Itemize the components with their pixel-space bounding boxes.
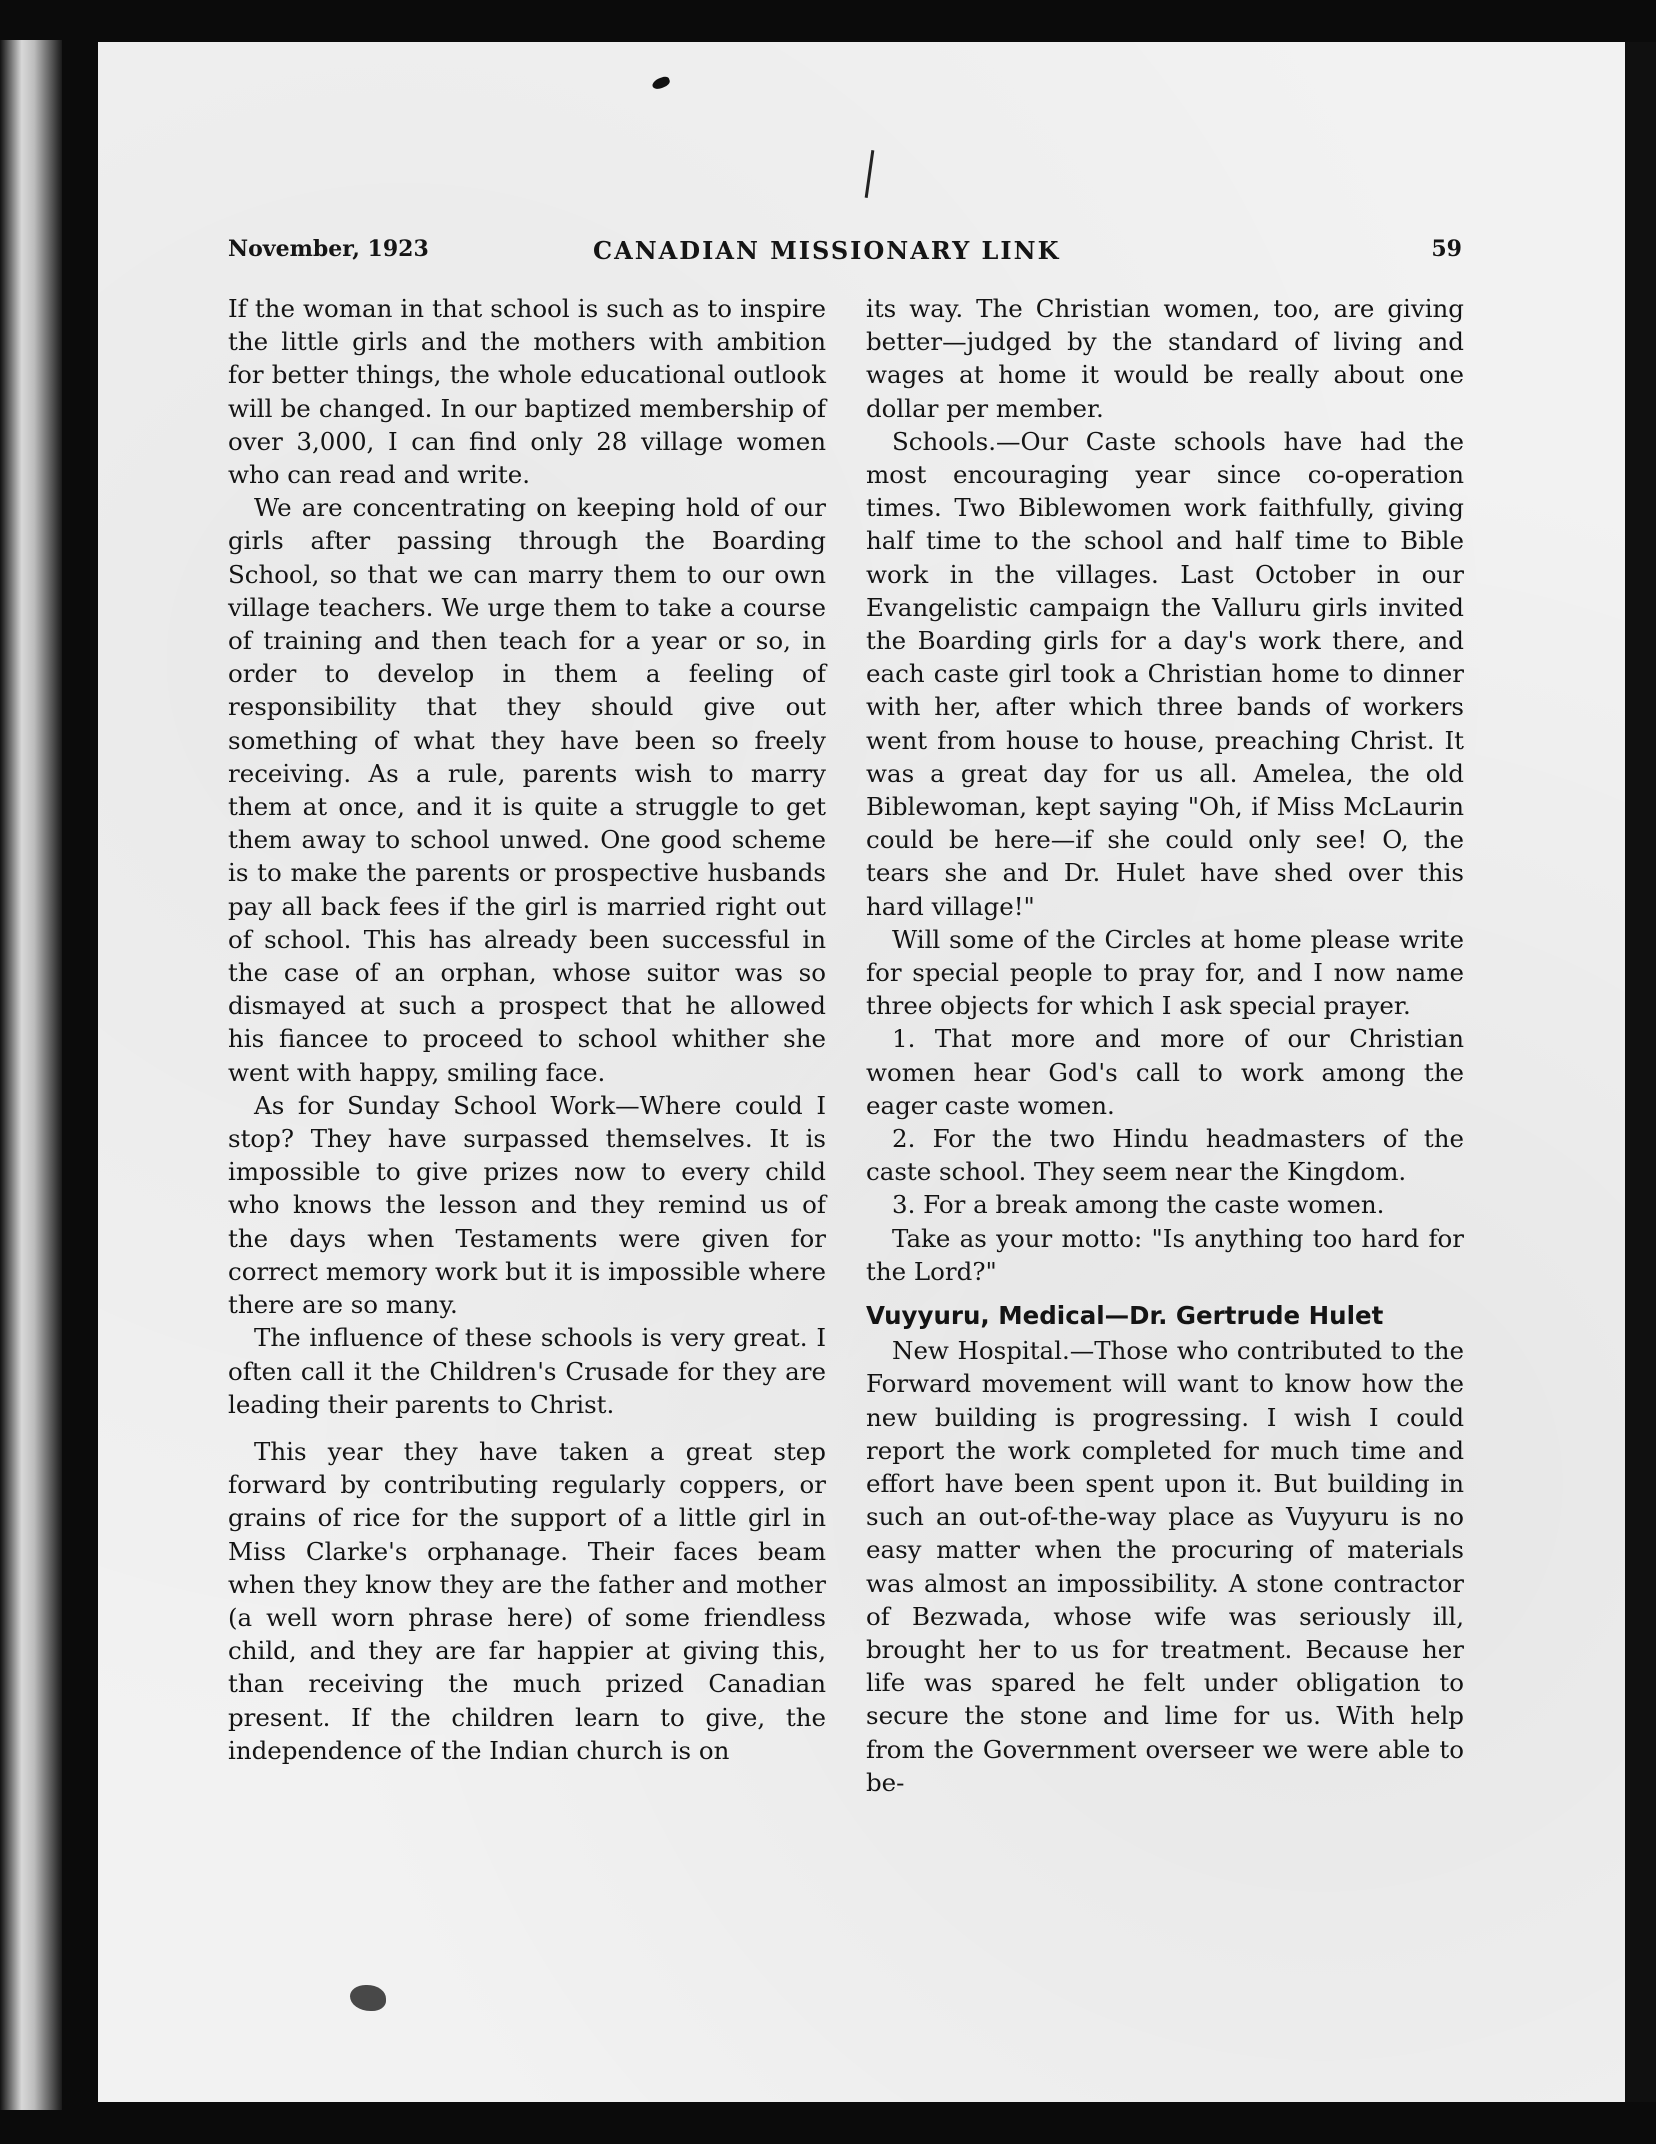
paragraph: The influence of these schools is very great. I often call it the Children's Crusade for they are leading their parents to Christ. <box>228 1323 826 1419</box>
paragraph: If the woman in that school is such as to inspire the little girls and the mothers with ambition for better things, the whole educational outlook will be changed. In our baptized membership of over 3,000, I can find only 28 village women who can read and write. <box>228 294 826 490</box>
prayer-item: 1. That more and more of our Christian women hear God's call to work among the eager caste women. <box>866 1024 1464 1120</box>
motto-paragraph: Take as your motto: "Is anything too hard for the Lord?" <box>866 1223 1464 1286</box>
publication-title: CANADIAN MISSIONARY LINK <box>593 236 1061 265</box>
issue-date: November, 1923 <box>228 236 429 262</box>
prayer-item: 2. For the two Hindu headmasters of the caste school. They seem near the Kingdom. <box>866 1124 1464 1187</box>
paragraph: We are concentrating on keeping hold of our girls after passing through the Boarding School, so that we can marry them to our own village teachers. We urge them to take a course of training and then teach for a year or so, in order to develop in them a feeling of responsibility that they should give out something of what they have been so freely receiving. As a rule, parents wish to marry them at once, and it is quite a struggle to get them away to school unwed. One good scheme is to make the parents or prospective husbands pay all back fees if the girl is married right out of school. This has already been successful in the case of an orphan, whose suitor was so dismayed at such a prospect that he allowed his fiancee to proceed to school whither she went with happy, smiling face. <box>228 493 826 1087</box>
paragraph: Schools.—Our Caste schools have had the most encouraging year since co-operation times. Two Biblewomen work faithfully, giving half time to the school and half time to Bible work in the villages. Last October in our Evangelistic campaign the Valluru girls invited the Boarding girls for a day's work there, and each caste girl took a Christian home to dinner with her, after which three bands of workers went from house to house, preaching Christ. It was a great day for us all. Amelea, the old Biblewoman, kept saying "Oh, if Miss McLaurin could be here—if she could only see! O, the tears she and Dr. Hulet have shed over this hard village!" <box>866 426 1464 921</box>
paragraph: As for Sunday School Work—Where could I stop? They have surpassed themselves. It is impossible to give prizes now to every child who knows the lesson and they remind us of the days when Testaments were given for correct memory work but it is impossible where there are so many. <box>228 1090 826 1320</box>
running-header <box>228 236 1462 270</box>
left-column <box>228 292 826 1767</box>
right-column <box>866 292 1464 1799</box>
scan-border-right <box>1625 42 1656 2102</box>
adjacent-page-edge <box>0 40 62 2110</box>
paragraph: its way. The Christian women, too, are giving better—judged by the standard of living and wages at home it would be really about one dollar per member. <box>866 294 1464 423</box>
paragraph: New Hospital.—Those who contributed to the Forward movement will want to know how the new building is progressing. I wish I could report the work completed for much time and effort have been spent upon it. But building in such an out-of-the-way place as Vuyyuru is no easy matter when the procuring of materials was almost an impossibility. A stone contractor of Bezwada, whose wife was seriously ill, brought her to us for treatment. Because her life was spared he felt under obligation to secure the stone and lime for us. With help from the Government overseer we were able to be- <box>866 1336 1464 1797</box>
paragraph: Will some of the Circles at home please write for special people to pray for, and I now name three objects for which I ask special prayer. <box>866 924 1464 1021</box>
prayer-item: 3. For a break among the caste women. <box>892 1190 1385 1220</box>
section-heading: Vuyyuru, Medical—Dr. Gertrude Hulet <box>866 1301 1384 1331</box>
paragraph: This year they have taken a great step forward by contributing regularly coppers, or grains of rice for the support of a little girl in Miss Clarke's orphanage. Their faces beam when they know they are the father and mother (a well worn phrase here) of some friendless child, and they are far happier at giving this, than receiving the much prized Canadian present. If the children learn to give, the independence of the Indian church is on <box>228 1436 826 1765</box>
page-number: 59 <box>1431 236 1462 262</box>
